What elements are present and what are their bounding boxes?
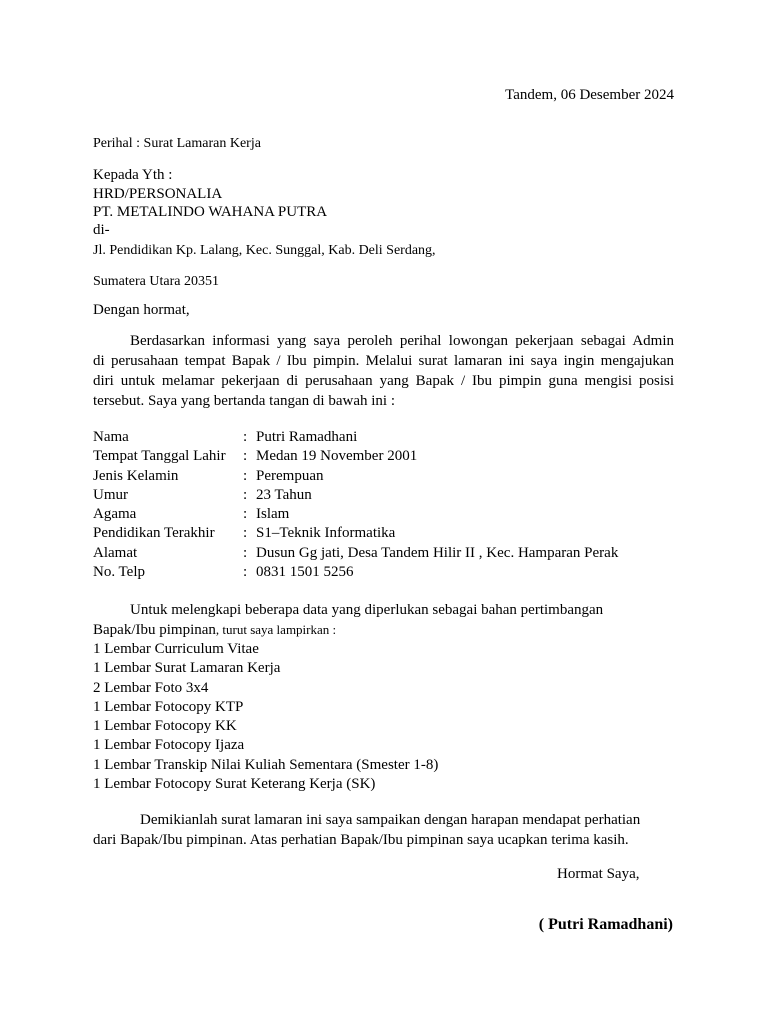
place-date: Tandem, 06 Desember 2024: [505, 87, 674, 103]
identity-row: [93, 486, 693, 505]
identity-value: Putri Ramadhani: [256, 429, 358, 445]
recipient-location-prefix: di-: [93, 222, 110, 238]
intro-line: Berdasarkan informasi yang saya peroleh perihal lowongan pekerjaan sebagai Admin: [130, 333, 674, 349]
signature-name: ( Putri Ramadhani): [538, 916, 673, 933]
identity-label: Nama: [93, 429, 129, 445]
recipient-address-line1: Jl. Pendidikan Kp. Lalang, Kec. Sunggal, Kab. Deli Serdang,: [93, 243, 436, 258]
identity-row: [93, 544, 693, 563]
valediction: Hormat Saya,: [557, 866, 640, 882]
identity-row: [93, 563, 693, 582]
identity-colon: :: [243, 506, 248, 523]
identity-value: Dusun Gg jati, Desa Tandem Hilir II , Kec. Hamparan Perak: [256, 544, 619, 561]
identity-colon: :: [243, 448, 248, 465]
recipient-address-line2: Sumatera Utara 20351: [93, 274, 219, 289]
recipient-department: HRD/PERSONALIA: [93, 186, 223, 202]
identity-label: Alamat: [93, 544, 138, 561]
attachment-item: 1 Lembar Fotocopy KTP: [93, 698, 244, 715]
identity-colon: :: [243, 564, 248, 581]
applicant-identity-table: [93, 428, 693, 582]
attachment-intro-line1: Untuk melengkapi beberapa data yang diperlukan sebagai bahan pertimbangan: [130, 602, 604, 618]
identity-colon: :: [243, 486, 248, 503]
identity-value: Islam: [256, 506, 290, 523]
attachment-item: 2 Lembar Foto 3x4: [93, 679, 209, 696]
recipient-heading: Kepada Yth :: [93, 167, 173, 183]
closing-line2: dari Bapak/Ibu pimpinan. Atas perhatian Bapak/Ibu pimpinan saya ucapkan terima kasih.: [93, 832, 629, 848]
identity-colon: :: [243, 467, 248, 484]
identity-row: [93, 524, 693, 543]
identity-label: No. Telp: [93, 564, 146, 581]
attachment-item: 1 Lembar Fotocopy Ijaza: [93, 737, 245, 754]
intro-line: diri untuk melamar pekerjaan di perusahaan yang Bapak / Ibu pimpin guna mengisi posisi: [93, 373, 674, 389]
identity-row: [93, 447, 693, 466]
identity-label: Jenis Kelamin: [93, 467, 179, 484]
attachment-item: 1 Lembar Surat Lamaran Kerja: [93, 660, 281, 677]
identity-colon: :: [243, 525, 248, 542]
attachment-intro-line2-part-a: Bapak/Ibu pimpinan: [93, 622, 216, 638]
identity-colon: :: [243, 544, 248, 561]
identity-label: Agama: [93, 506, 137, 523]
subject-line: Perihal : Surat Lamaran Kerja: [93, 136, 261, 151]
recipient-company: PT. METALINDO WAHANA PUTRA: [93, 204, 328, 220]
attachment-intro-line2: [93, 622, 336, 639]
identity-value: 0831 1501 5256: [256, 564, 354, 581]
intro-line: di perusahaan tempat Bapak / Ibu pimpin. Melalui surat lamaran ini saya ingin mengajukan: [93, 353, 674, 369]
intro-line: tersebut. Saya yang bertanda tangan di bawah ini :: [93, 393, 395, 409]
identity-row: [93, 467, 693, 486]
attachment-item: 1 Lembar Fotocopy Surat Keterang Kerja (SK): [93, 776, 376, 793]
attachment-item: 1 Lembar Curriculum Vitae: [93, 641, 259, 657]
identity-label: Umur: [93, 486, 128, 503]
identity-label: Tempat Tanggal Lahir: [93, 448, 226, 465]
identity-value: S1–Teknik Informatika: [256, 525, 396, 542]
attachment-item: 1 Lembar Transkip Nilai Kuliah Sementara (Smester 1-8): [93, 756, 439, 773]
identity-colon: :: [243, 429, 248, 445]
identity-label: Pendidikan Terakhir: [93, 525, 215, 542]
identity-value: Medan 19 November 2001: [256, 448, 418, 465]
identity-value: Perempuan: [256, 467, 324, 484]
identity-row: [93, 428, 693, 447]
attachments-list: [93, 640, 438, 794]
attachment-item: 1 Lembar Fotocopy KK: [93, 718, 237, 735]
closing-line1: Demikianlah surat lamaran ini saya sampaikan dengan harapan mendapat perhatian: [140, 812, 641, 828]
identity-row: [93, 505, 693, 524]
attachment-intro-line2-part-b: , turut saya lampirkan :: [215, 622, 337, 637]
identity-value: 23 Tahun: [256, 486, 312, 503]
greeting: Dengan hormat,: [93, 302, 190, 318]
